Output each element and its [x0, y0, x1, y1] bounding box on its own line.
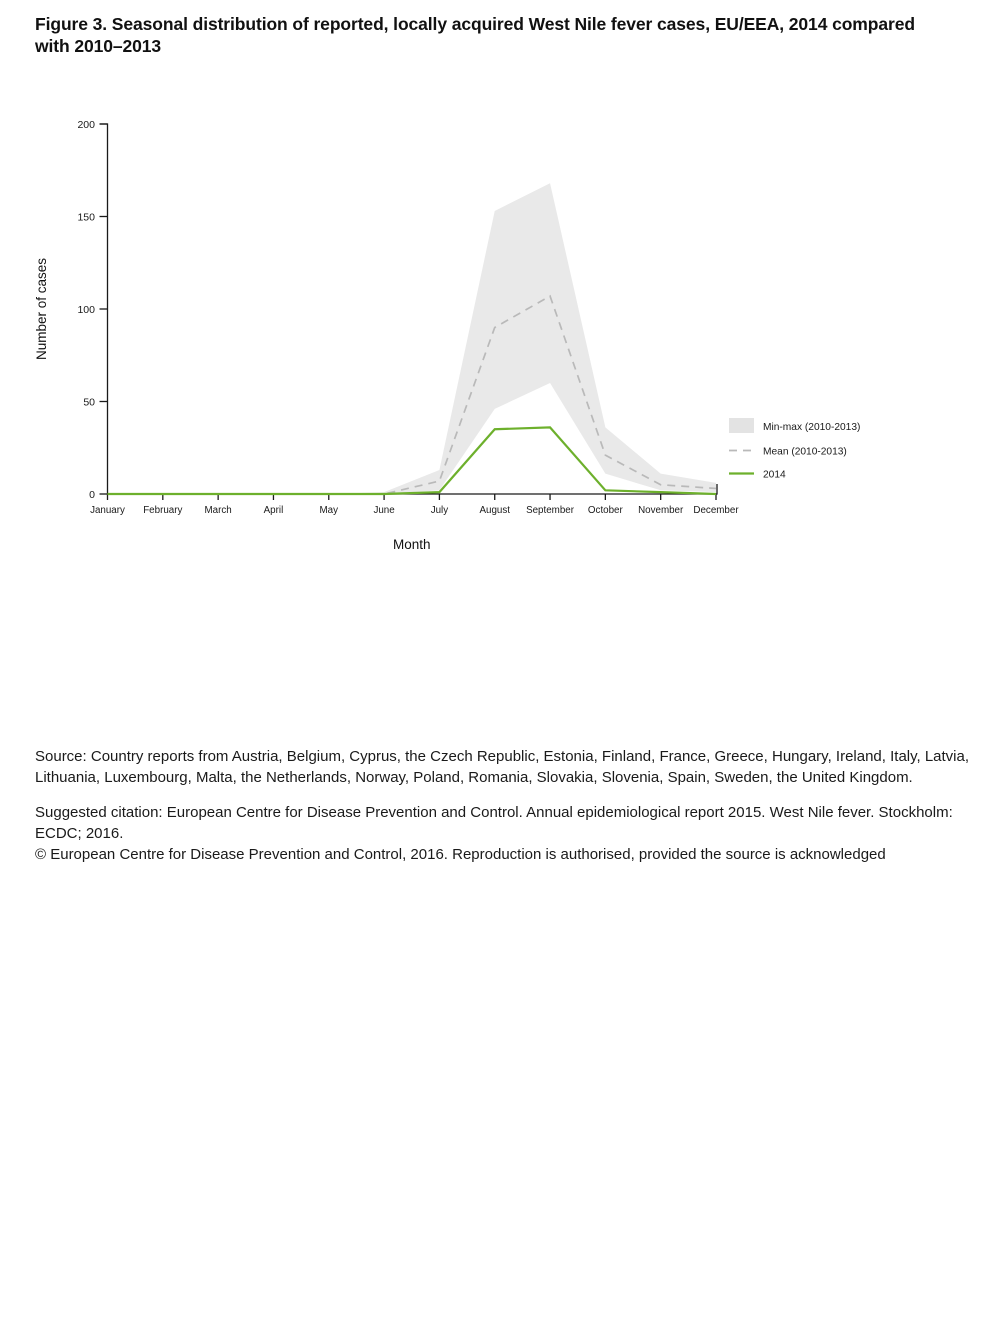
x-tick-label: June [373, 505, 395, 516]
axes [100, 124, 718, 494]
source-note: Source: Country reports from Austria, Belgium, Cyprus, the Czech Republic, Estonia, Finland, France, Greece, Hungary, Ireland, Italy, Latvia, Lithuania, Luxembourg, Malta, the Netherlands, Norway, Poland, Romania, Slovakia, Slovenia, Spain, Sweden, the United Kingdom. [35, 748, 970, 786]
x-tick-label: July [430, 505, 449, 516]
y-tick-label: 150 [77, 211, 95, 224]
seasonal-distribution-chart [0, 0, 1008, 640]
copyright-note: © European Centre for Disease Prevention and Control, 2016. Reproduction is authorised, provided the source is acknowledged [35, 845, 886, 863]
x-tick-label: May [319, 505, 339, 516]
x-tick-label: December [693, 505, 739, 516]
legend-minmax-swatch [729, 418, 754, 433]
legend-mean-label: Mean (2010-2013) [763, 446, 847, 458]
minmax-band [108, 183, 717, 494]
y-tick-label: 0 [89, 489, 95, 501]
x-tick-label: August [479, 505, 510, 516]
figure-footnotes [35, 747, 980, 865]
y-axis-title: Number of cases [34, 257, 49, 361]
x-tick-label: November [638, 505, 684, 516]
x-tick-label: February [143, 505, 183, 516]
suggested-citation: Suggested citation: European Centre for Disease Prevention and Control. Annual epidemiological report 2015. West Nile fever. Stockholm: ECDC; 2016. [35, 804, 953, 843]
footnote-spacer [35, 788, 980, 803]
legend-minmax-label: Min-max (2010-2013) [763, 422, 861, 433]
x-tick-label: October [587, 505, 623, 516]
x-tick-label: March [204, 505, 232, 516]
x-tick-label: September [526, 505, 575, 516]
x-axis-title: Month [392, 537, 431, 552]
y-tick-label: 100 [77, 304, 95, 316]
legend-2014-label: 2014 [763, 469, 786, 481]
figure-title: Figure 3. Seasonal distribution of reported, locally acquired West Nile fever cases, EU/EEA, 2014 compared with 2010–2013 [35, 14, 915, 57]
x-tick-label: January [90, 505, 125, 516]
y-tick-label: 200 [77, 119, 95, 131]
y-tick-label: 50 [83, 396, 95, 409]
x-tick-label: April [263, 505, 284, 516]
